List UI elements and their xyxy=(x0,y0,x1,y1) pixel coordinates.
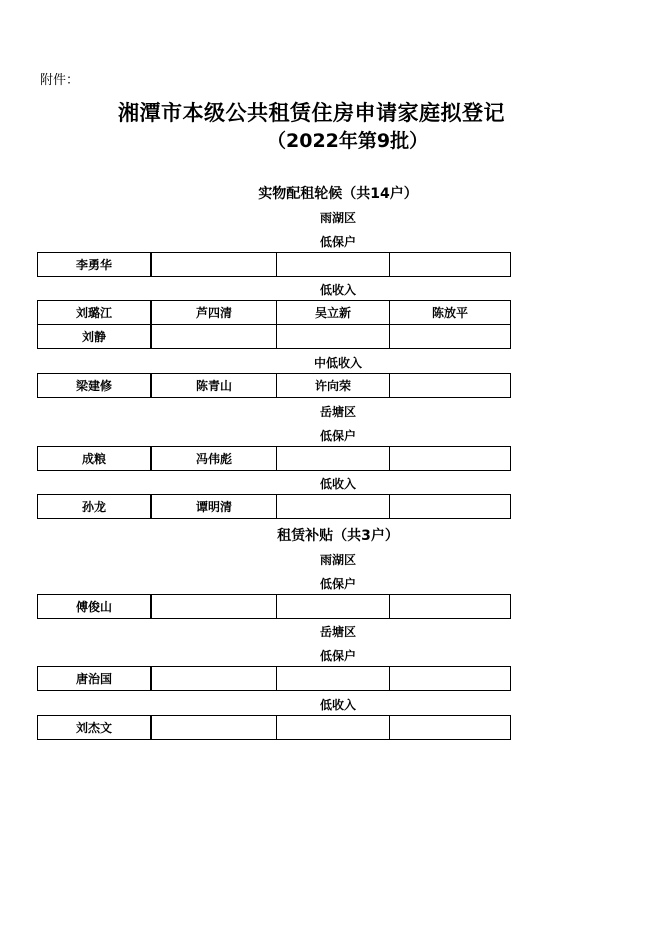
table-cell: 芦四清 xyxy=(151,301,277,325)
table-row xyxy=(37,252,511,277)
table-cell: 谭明清 xyxy=(151,495,277,519)
district-label-yuhu: 雨湖区 xyxy=(319,211,356,225)
table-cell xyxy=(277,595,390,619)
table-cell: 吴立新 xyxy=(277,301,390,325)
category-label-low-income: 低收入 xyxy=(319,698,356,712)
table-cell xyxy=(151,595,277,619)
table-cell xyxy=(390,253,511,277)
document-subtitle: （2022年第9批） xyxy=(267,130,429,152)
table-cell xyxy=(390,495,511,519)
table-cell: 孙龙 xyxy=(38,495,152,519)
table-row xyxy=(37,446,511,471)
table-cell xyxy=(390,667,511,691)
district-label-yuetang: 岳塘区 xyxy=(319,625,356,639)
table-cell xyxy=(390,447,511,471)
table-cell: 傅俊山 xyxy=(38,595,152,619)
category-label-low-income: 低收入 xyxy=(319,477,356,491)
table-cell: 许向荣 xyxy=(277,374,390,398)
category-label-low-security: 低保户 xyxy=(319,429,356,443)
category-label-low-security: 低保户 xyxy=(319,577,356,591)
category-label-low-security: 低保户 xyxy=(319,649,356,663)
district-label-yuetang: 岳塘区 xyxy=(319,405,356,419)
table-cell: 梁建修 xyxy=(38,374,152,398)
table-cell: 刘璐江 xyxy=(38,301,152,325)
table-cell: 陈放平 xyxy=(390,301,511,325)
table-cell: 陈青山 xyxy=(151,374,277,398)
table-cell xyxy=(151,325,277,349)
table-cell: 刘杰文 xyxy=(38,716,152,740)
section-heading-subsidy: 租赁补贴（共3户） xyxy=(277,528,399,544)
table-cell xyxy=(390,595,511,619)
table-cell xyxy=(277,716,390,740)
table-cell xyxy=(277,667,390,691)
document-title: 湘潭市本级公共租赁住房申请家庭拟登记 xyxy=(118,101,505,125)
category-label-low-security: 低保户 xyxy=(319,235,356,249)
table-row xyxy=(37,715,511,740)
table-cell: 成粮 xyxy=(38,447,152,471)
table-cell xyxy=(277,253,390,277)
table-cell xyxy=(151,716,277,740)
table-row xyxy=(37,494,511,519)
table-row xyxy=(37,373,511,398)
table-cell xyxy=(151,253,277,277)
table-cell xyxy=(277,495,390,519)
table-cell: 刘静 xyxy=(38,325,152,349)
table-cell: 唐治国 xyxy=(38,667,152,691)
table-cell xyxy=(390,325,511,349)
attachment-label: 附件： xyxy=(40,73,80,88)
table-row xyxy=(37,594,511,619)
district-label-yuhu: 雨湖区 xyxy=(319,553,356,567)
table-cell xyxy=(277,325,390,349)
table-cell: 李勇华 xyxy=(38,253,152,277)
table-cell: 冯伟彪 xyxy=(151,447,277,471)
table-row xyxy=(37,300,511,349)
table-row xyxy=(37,666,511,691)
table-cell xyxy=(390,716,511,740)
section-heading-physical: 实物配租轮候（共14户） xyxy=(258,186,418,202)
table-cell xyxy=(277,447,390,471)
category-label-low-income: 低收入 xyxy=(319,283,356,297)
category-label-mid-low-income: 中低收入 xyxy=(313,356,362,370)
table-cell xyxy=(390,374,511,398)
table-cell xyxy=(151,667,277,691)
